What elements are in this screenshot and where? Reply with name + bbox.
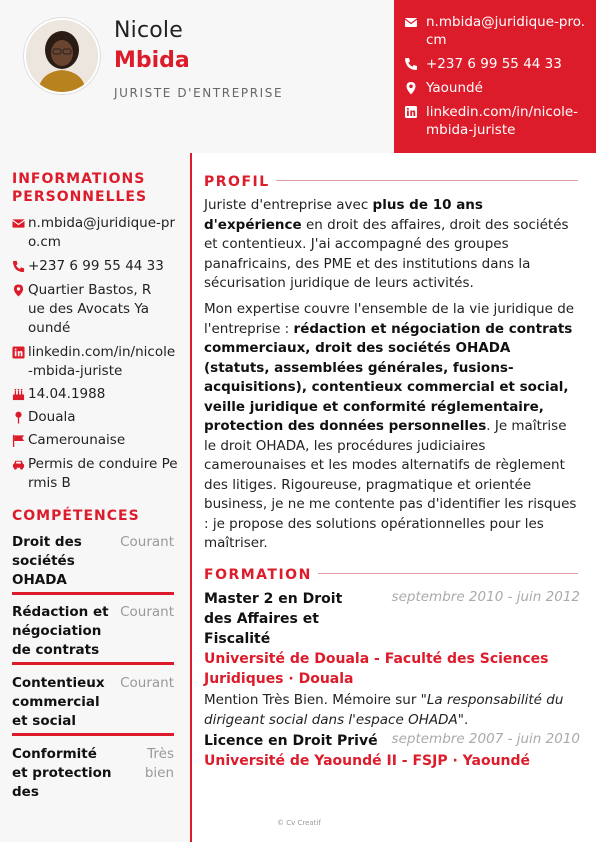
education-item — [204, 731, 580, 771]
first-name: Nicole — [114, 18, 183, 43]
skill-bar — [12, 592, 174, 595]
education-school: Université de Yaoundé II - FSJP · Yaoundé — [204, 753, 531, 769]
contact-city — [404, 79, 586, 97]
info-phone[interactable] — [12, 257, 182, 276]
contact-linkedin[interactable] — [404, 103, 586, 139]
linkedin-icon — [12, 346, 25, 359]
contact-email[interactable] — [404, 13, 586, 49]
contact-city-text: Yaoundé — [426, 80, 483, 96]
phone-icon — [404, 57, 418, 71]
skill-name: Rédaction et négociation de contrats — [12, 604, 109, 658]
info-address-text: Quartier Bastos, Rue des Avocats Yaoundé — [28, 282, 152, 336]
skill-bar — [12, 733, 174, 736]
contact-phone-text: +237 6 99 55 44 33 — [426, 56, 562, 72]
education-degree: Licence en Droit Privé — [204, 733, 378, 749]
profile-paragraph-1 — [204, 196, 578, 294]
info-phone-text: +237 6 99 55 44 33 — [28, 258, 164, 274]
info-email[interactable] — [12, 214, 182, 252]
linkedin-icon — [404, 105, 418, 119]
map-pin-icon — [404, 81, 418, 95]
personal-info-title: INFORMATIONS PERSONNELLES — [12, 171, 148, 205]
pin-icon — [12, 411, 25, 424]
skill-item — [12, 603, 174, 663]
skill-name: Conformité et protection des — [12, 746, 112, 800]
skill-level: Très bien — [144, 746, 174, 781]
info-nationality — [12, 431, 182, 450]
profile-p1-highlight: plus de 10 ans d'expérience — [204, 197, 483, 233]
skill-item — [12, 674, 174, 734]
info-birth-place — [12, 408, 182, 427]
info-email-text: n.mbida@juridique-pro.cm — [28, 215, 176, 250]
car-icon — [12, 458, 25, 471]
flag-icon — [12, 434, 25, 447]
contact-box — [394, 0, 596, 153]
skill-level: Courant — [120, 675, 174, 691]
education-note — [204, 691, 580, 730]
profile-photo — [24, 18, 100, 94]
education-school: Université de Douala - Faculté des Sciences Juridiques · Douala — [204, 651, 549, 687]
profile-p1-text-end: en droit des affaires, droit des sociétés et contentieux. J'ai accompagné des groupes panafricains, des PME et des institutions dans la sécurisation juridique de leurs activités. — [204, 216, 569, 291]
skill-name: Contentieux commercial et social — [12, 675, 105, 729]
info-birth-date-text: 14.04.1988 — [28, 386, 106, 402]
profile-section-title — [204, 171, 578, 190]
education-date: septembre 2010 - juin 2012 — [391, 589, 580, 605]
info-birth-place-text: Douala — [28, 409, 76, 425]
profile-p1-text: Juriste d'entreprise avec — [204, 197, 373, 213]
skill-item — [12, 533, 174, 593]
skills-title: COMPÉTENCES — [12, 508, 140, 524]
education-section-title — [204, 564, 578, 583]
contact-linkedin-text: linkedin.com/in/nicole-mbida-juriste — [426, 104, 579, 138]
last-name: Mbida — [114, 48, 190, 73]
contact-phone[interactable] — [404, 55, 586, 73]
skill-level: Courant — [120, 604, 174, 620]
education-degree: Master 2 en Droit des Affaires et Fiscalité — [204, 591, 343, 647]
education-title: FORMATION — [204, 567, 318, 583]
profile-title: PROFIL — [204, 174, 276, 190]
phone-icon — [12, 260, 25, 273]
map-pin-icon — [12, 284, 25, 297]
info-address — [12, 281, 182, 338]
info-linkedin-text: linkedin.com/in/nicole-mbida-juriste — [28, 344, 176, 379]
skill-level: Courant — [120, 534, 174, 550]
profile-p2-text-end: . Je maîtrise le droit OHADA, les procédures judiciaires camerounaises et les modes alternatifs de règlement des litiges. Rigoureuse, pragmatique et orientée business, je ne me contente pas d'identifier les risques : je propose des solutions opérationnelles pour les maîtriser. — [204, 418, 577, 551]
education-note-quote: "La responsabilité du dirigeant social dans l'espace OHADA" — [204, 692, 564, 728]
info-license — [12, 455, 182, 493]
education-note-text: Mention Très Bien. Mémoire sur — [204, 692, 421, 708]
job-title: JURISTE D'ENTREPRISE — [114, 86, 284, 100]
skill-item — [12, 745, 174, 800]
info-linkedin[interactable] — [12, 343, 182, 381]
skill-bar — [12, 662, 174, 665]
cake-icon — [12, 388, 25, 401]
sidebar-divider — [190, 153, 192, 842]
info-nationality-text: Camerounaise — [28, 432, 126, 448]
education-date: septembre 2007 - juin 2010 — [391, 731, 580, 747]
skill-name: Droit des sociétés OHADA — [12, 534, 82, 588]
profile-paragraph-2 — [204, 300, 578, 554]
contact-email-text: n.mbida@juridique-pro.cm — [426, 14, 586, 48]
envelope-icon — [12, 217, 25, 230]
education-item — [204, 589, 580, 730]
envelope-icon — [404, 15, 418, 29]
profile-p2-text: Mon expertise couvre l'ensemble de la vie juridique de l'entreprise : — [204, 301, 575, 337]
footer-credit: © Cv Creatif — [277, 819, 321, 827]
info-birth-date — [12, 385, 182, 404]
info-license-text: Permis de conduire Permis B — [28, 456, 178, 491]
profile-p2-highlight: rédaction et négociation de contrats commerciaux, droit des sociétés OHADA (statuts, assemblées générales, fusions-acquisitions), contentieux commercial et social, veille juridique et conformité réglementaire, protection des données personnelles — [204, 320, 573, 434]
education-note-end: . — [463, 711, 469, 728]
